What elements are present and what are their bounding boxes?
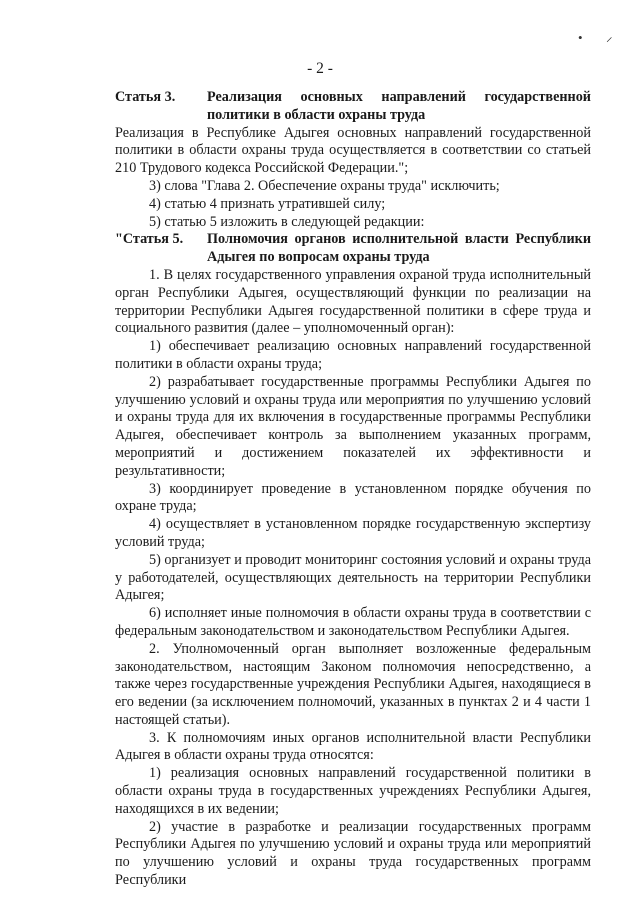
- list-item: 3) координирует проведение в установленном порядке обучения по охране труда;: [115, 480, 591, 515]
- scan-mark-tick: ⸝: [606, 29, 613, 44]
- scan-mark-dot: •: [578, 30, 583, 45]
- list-item: 5) организует и проводит мониторинг состояния условий и охраны труда у работодателей, осуществляющих деятельность на территории Республики Адыгея;: [115, 551, 591, 604]
- list-item: 2) участие в разработке и реализации государственных программ Республики Адыгея по улучшению условий и охраны труда или мероприятий по улучшению условий и охраны труда государственных программ Республики: [115, 818, 591, 889]
- list-item: 1) обеспечивает реализацию основных направлений государственной политики в области охраны труда;: [115, 338, 591, 372]
- article-5-title: Полномочия органов исполнительной власти Республики Адыгея по вопросам охраны труда: [207, 231, 591, 266]
- list-item: 1) реализация основных направлений государственной политики в области охраны труда в государственных учреждениях Республики Адыгея, находящихся в их ведении;: [115, 765, 591, 817]
- paragraph: 1. В целях государственного управления охраной труда исполнительный орган Республики Адыгея, осуществляющий функции по реализации на территории Республики Адыгея государственной политики в сфере труда и социального развития (далее – уполномоченный орган):: [115, 266, 591, 337]
- article-3-heading: [115, 89, 591, 125]
- paragraph: 2. Уполномоченный орган выполняет возложенные федеральным законодательством, настоящим Законом полномочия непосредственно, а также через государственные учреждения Республики Адыгея, находящиеся в его ведении (за исключением полномочий, указанных в пунктах 2 и 4 части 1 настоящей статьи).: [115, 640, 591, 728]
- article-3-title: Реализация основных направлений государственной политики в области охраны труда: [207, 89, 591, 123]
- list-item: 4) статью 4 признать утратившей силу;: [149, 195, 386, 212]
- article-5-number: "Статья 5.: [115, 231, 184, 248]
- paragraph: 3. К полномочиям иных органов исполнительной власти Республики Адыгея в области охраны труда относятся:: [115, 729, 591, 764]
- list-item: 6) исполняет иные полномочия в области охраны труда в соответствии с федеральным законодательством и законодательством Республики Адыгея.: [115, 605, 591, 639]
- paragraph: Реализация в Республике Адыгея основных направлений государственной политики в области охраны труда осуществляется в соответствии со статьей 210 Трудового кодекса Российской Федерации.";: [115, 124, 591, 177]
- article-5-heading: [115, 231, 591, 267]
- list-item: 4) осуществляет в установленном порядке государственную экспертизу условий труда;: [115, 516, 591, 550]
- list-item: 2) разрабатывает государственные программы Республики Адыгея по улучшению условий и охраны труда или мероприятия по улучшению условий и охраны труда для их включения в государственные программы Республики Адыгея, обеспечивает контроль за выполнением указанных программ, мероприятий и достижением показателей их эффективности и результативности;: [115, 373, 591, 479]
- list-item: 3) слова "Глава 2. Обеспечение охраны труда" исключить;: [149, 177, 500, 194]
- document-body: [115, 89, 591, 890]
- article-3-number: Статья 3.: [115, 89, 176, 105]
- page-number: - 2 -: [307, 60, 333, 77]
- list-item: 5) статью 5 изложить в следующей редакции:: [149, 213, 425, 230]
